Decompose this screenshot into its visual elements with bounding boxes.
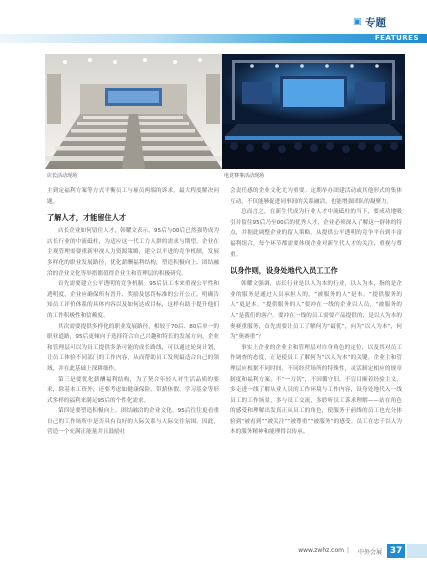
right-paragraph-3: 韩耀文强调，店长行业是以人为本的行业，以人为本，指的是企业的服务是通过人员承担人的，“被服务的人”是本。“提供服务的人”更是本。“提供服务的人”要冲在一线的企业以人员，“被服务的人”是我们的客户。要冲在一线的员工需要产品提供的，是以人为本的奥赛重服务，首先需要让员工了解何为“最优”，向为“以人为本”，何为“奥赛重”？ — [230, 281, 402, 341]
left-paragraph-6: 第四是要塑造积极向上、团结融洽的企业文化。95后往往更看重自己的工作场所中是否具有良好的人际关系与人际交往氛围。因此，营造一个充满正能量并且鼓励社 — [47, 408, 219, 436]
left-paragraph-3: 首先需要建立公平透明的竞争机制。95后员工本来重视公平性和透明度，企业应确保所有晋升、奖励及惩罚标准的公开公正，明确告知员工评价体系的具体内容以及如何达成目标，这样有助于提升他们的工作积极性和信赖度。 — [47, 281, 219, 319]
page-footer — [0, 544, 427, 559]
photo-esports-stage — [222, 54, 405, 169]
footer-magazine-name: 中外会展 — [357, 549, 382, 556]
section-heading-talent: 了解人才，才能留住人才 — [47, 213, 127, 223]
right-paragraph-4: 事实上企业的企业主和管理层对自身角色的定位，以及其对员工作调查的态度，正是使员工了解何为“以人为本”的关键。企业主和管理层应根据不同时间、不同经营场所的特殊性，灵活制定相应的规章制度和福利方案，不“一刀切”，不因循守旧，不盲目顺着经验主义，多走进一线了解从业人员的工作环境与工作内容，设身处地代入一线员工的工作场景，多与员工交流，多聆听员工诉求理解——站在角色的感受和理解出发真正从员工的角色，使服务于前线的员工也充分体验到“被看到”“被关注”“被尊重”“被服务”的感受。员工在忠于以人为本的服务精神和能理得以传承。 — [230, 344, 402, 436]
left-paragraph-4: 其次需要提供多样化的职业发展路径，相较于70后、80后单一的职业道路，95后更倾向于选择符合自己兴趣和特长的发展方向。企业和管理层可以为员工提供多条可能的成长路线，可以通过轮岗计划，让员工体验不同部门的工作内容，从而帮助员工发现最适合自己的领域，并在此基础上深耕细作。 — [47, 323, 219, 372]
section-label: 专题 — [365, 17, 386, 29]
features-label: FEATURES — [374, 34, 419, 42]
page-number: 37 — [387, 544, 405, 558]
page-header — [0, 0, 427, 40]
footer-edge-block — [407, 544, 427, 558]
section-heading-lead-by-example: 以身作则，设身处地代入员工工作 — [230, 266, 338, 276]
right-photo-caption: 电竞赛事活动现场 — [224, 173, 265, 179]
section-ribbon — [349, 14, 427, 31]
right-paragraph-1: 会责任感的企业文化尤为重要。定期举办团建活动或其他形式的集体互动，不仅能够促进同事间的关系融洽，也能增强团队的凝聚力。 — [230, 188, 402, 205]
left-paragraph-1: 主到定福利方案等方式平衡员工与雇员两端的诉求，最大程度解决问题。 — [47, 188, 219, 205]
section-icon: ▣ — [353, 17, 362, 27]
left-paragraph-2: 店长企业如何留住人才，韩耀文表示，95后与00后已然强势成为店长行业的中流砥柱，为适应这一代工力人群的需求与期望，企业在主观管理需要重新审视人力资源策略，建立以平进的竞争机制，发展多样化的职业发展路径，优化薪酬福利结构，塑造积极向上、团结融洽的企业文化等举措都值得企业主和管理层的积极研究。 — [47, 228, 219, 277]
left-paragraph-5: 第三是要优化薪酬福利结构，为了契合年轻人对生活品质的要求，除基本工资外，还要考虑如健康保险、带薪休假、学习基金等形式多样的福利来满足95后的个性化需求。 — [47, 376, 219, 404]
photo-expo-hall — [45, 54, 222, 169]
footer-url: www.zwhz.com — [298, 547, 344, 554]
right-column — [230, 186, 402, 438]
right-paragraph-2: 总而言之，在新生代成为行业人才中流砥柱的当下，要成功地吸引并留住95后乃至00后的优秀人才，企业必须深入了解这一群体的特点，并据此调整企业的留人策略。从提供公平透明的竞争平台到丰富福利组合，每个环节都需要体现企业对新生代人才的关注、重视与尊重。 — [230, 209, 402, 258]
footer-separator: | — [346, 547, 349, 554]
left-column — [47, 186, 219, 438]
left-photo-caption: 店长活动现场 — [47, 173, 78, 179]
features-bar — [0, 34, 427, 43]
